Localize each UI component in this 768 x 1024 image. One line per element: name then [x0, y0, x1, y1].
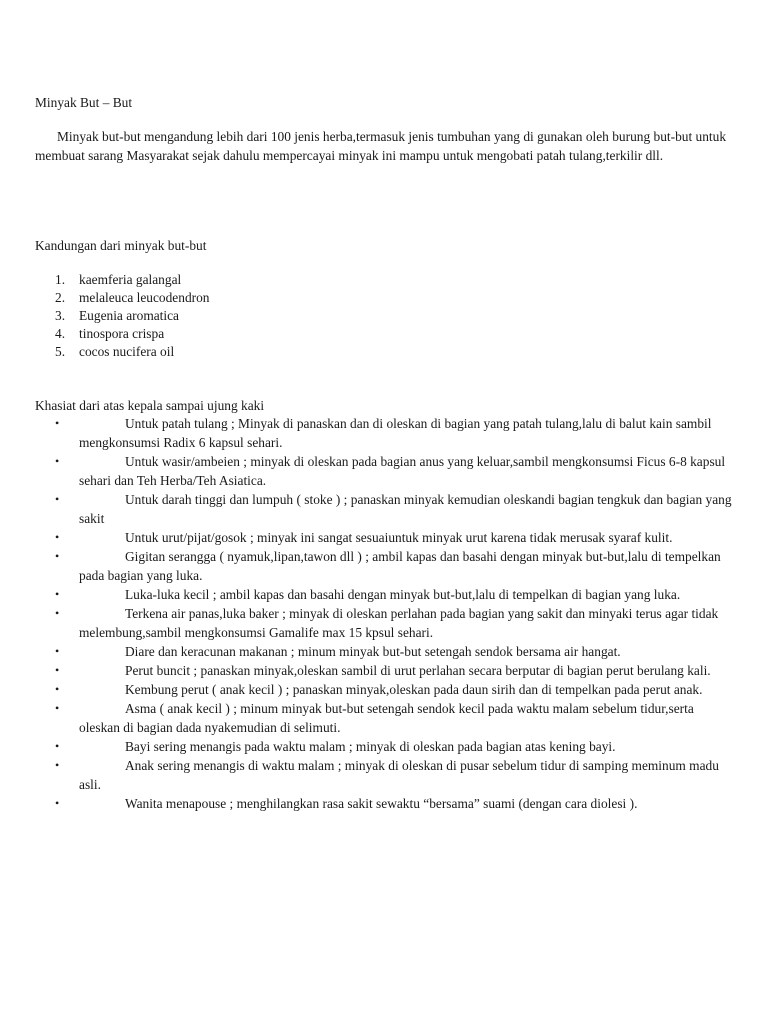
list-number: 2.	[55, 290, 66, 305]
list-item	[35, 307, 210, 325]
list-item-text: Terkena air panas,luka baker ; minyak di oleskan perlahan pada bagian yang sakit dan minyaki terus agar tidak melembung,sambil mengkonsumsi Gamalife max 15 kpsul sehari.	[79, 606, 719, 640]
bullet-icon: •	[55, 454, 60, 468]
benefits-list	[35, 414, 735, 813]
list-item	[35, 343, 210, 361]
bullet-icon: •	[55, 587, 60, 601]
list-item-text: Bayi sering menangis pada waktu malam ; minyak di oleskan pada bagian atas kening bayi.	[125, 739, 616, 754]
list-item-text: Luka-luka kecil ; ambil kapas dan basahi dengan minyak but-but,lalu di tempelkan di bagian yang luka.	[125, 587, 681, 602]
list-item-text: Untuk darah tinggi dan lumpuh ( stoke ) ; panaskan minyak kemudian oleskandi bagian tengkuk dan bagian yang sakit	[79, 492, 732, 526]
list-number: 5.	[55, 344, 66, 359]
list-item	[35, 271, 210, 289]
list-item-text: Eugenia aromatica	[79, 308, 180, 323]
list-item	[35, 699, 735, 737]
list-item-text: Untuk patah tulang ; Minyak di panaskan dan di oleskan di bagian yang patah tulang,lalu di balut kain sambil mengkonsumsi Radix 6 kapsul sehari.	[79, 416, 712, 450]
list-item-text: Perut buncit ; panaskan minyak,oleskan sambil di urut perlahan secara berputar di bagian perut berulang kali.	[125, 663, 711, 678]
list-item-text: tinospora crispa	[79, 326, 165, 341]
list-item	[35, 547, 735, 585]
bullet-icon: •	[55, 758, 60, 772]
list-item	[35, 680, 735, 699]
bullet-icon: •	[55, 644, 60, 658]
list-item-text: Asma ( anak kecil ) ; minum minyak but-but setengah sendok kecil pada waktu malam sebelum tidur,serta oleskan di bagian dada nyakemudian di selimuti.	[79, 701, 694, 735]
list-item-text: Wanita menapouse ; menghilangkan rasa sakit sewaktu “bersama” suami (dengan cara diolesi ).	[125, 796, 638, 811]
list-item	[35, 528, 735, 547]
bullet-icon: •	[55, 606, 60, 620]
list-item-text: Untuk wasir/ambeien ; minyak di oleskan pada bagian anus yang keluar,sambil mengkonsumsi Ficus 6-8 kapsul sehari dan Teh Herba/Teh Asiatica.	[79, 454, 726, 488]
list-item	[35, 604, 735, 642]
list-item-text: kaemferia galangal	[79, 272, 182, 287]
document-title: Minyak But – But	[35, 95, 133, 110]
list-number: 3.	[55, 308, 66, 323]
ingredients-list	[35, 271, 210, 361]
bullet-icon: •	[55, 701, 60, 715]
list-item-text: Diare dan keracunan makanan ; minum minyak but-but setengah sendok bersama air hangat.	[125, 644, 621, 659]
intro-paragraph: Minyak but-but mengandung lebih dari 100 jenis herba,termasuk jenis tumbuhan yang di gunakan oleh burung but-but untuk membuat sarang Masyarakat sejak dahulu mempercayai minyak ini mampu untuk mengobati patah tulang,terkilir dll.	[35, 129, 727, 163]
bullet-icon: •	[55, 549, 60, 563]
list-item-text: Anak sering menangis di waktu malam ; minyak di oleskan di pusar sebelum tidur di samping meminum madu asli.	[79, 758, 719, 792]
list-item	[35, 289, 210, 307]
list-item-text: Kembung perut ( anak kecil ) ; panaskan minyak,oleskan pada daun sirih dan di tempelkan pada perut anak.	[125, 682, 703, 697]
list-item-text: Gigitan serangga ( nyamuk,lipan,tawon dll ) ; ambil kapas dan basahi dengan minyak but-but,lalu di tempelkan pada bagian yang luka.	[79, 549, 721, 583]
list-item-text: melaleuca leucodendron	[79, 290, 210, 305]
list-item	[35, 794, 735, 813]
list-item	[35, 737, 735, 756]
list-item	[35, 414, 735, 452]
bullet-icon: •	[55, 682, 60, 696]
benefits-heading: Khasiat dari atas kepala sampai ujung kaki	[35, 398, 265, 413]
list-item	[35, 490, 735, 528]
bullet-icon: •	[55, 739, 60, 753]
list-item-text: Untuk urut/pijat/gosok ; minyak ini sangat sesuaiuntuk minyak urut karena tidak merusak syaraf kulit.	[125, 530, 673, 545]
list-item-text: cocos nucifera oil	[79, 344, 175, 359]
list-item	[35, 452, 735, 490]
bullet-icon: •	[55, 663, 60, 677]
list-item	[35, 756, 735, 794]
list-number: 1.	[55, 272, 66, 287]
bullet-icon: •	[55, 492, 60, 506]
bullet-icon: •	[55, 530, 60, 544]
ingredients-heading: Kandungan dari minyak but-but	[35, 238, 207, 253]
list-number: 4.	[55, 326, 66, 341]
list-item	[35, 325, 210, 343]
list-item	[35, 642, 735, 661]
bullet-icon: •	[55, 796, 60, 810]
list-item	[35, 661, 735, 680]
bullet-icon: •	[55, 416, 60, 430]
list-item	[35, 585, 735, 604]
